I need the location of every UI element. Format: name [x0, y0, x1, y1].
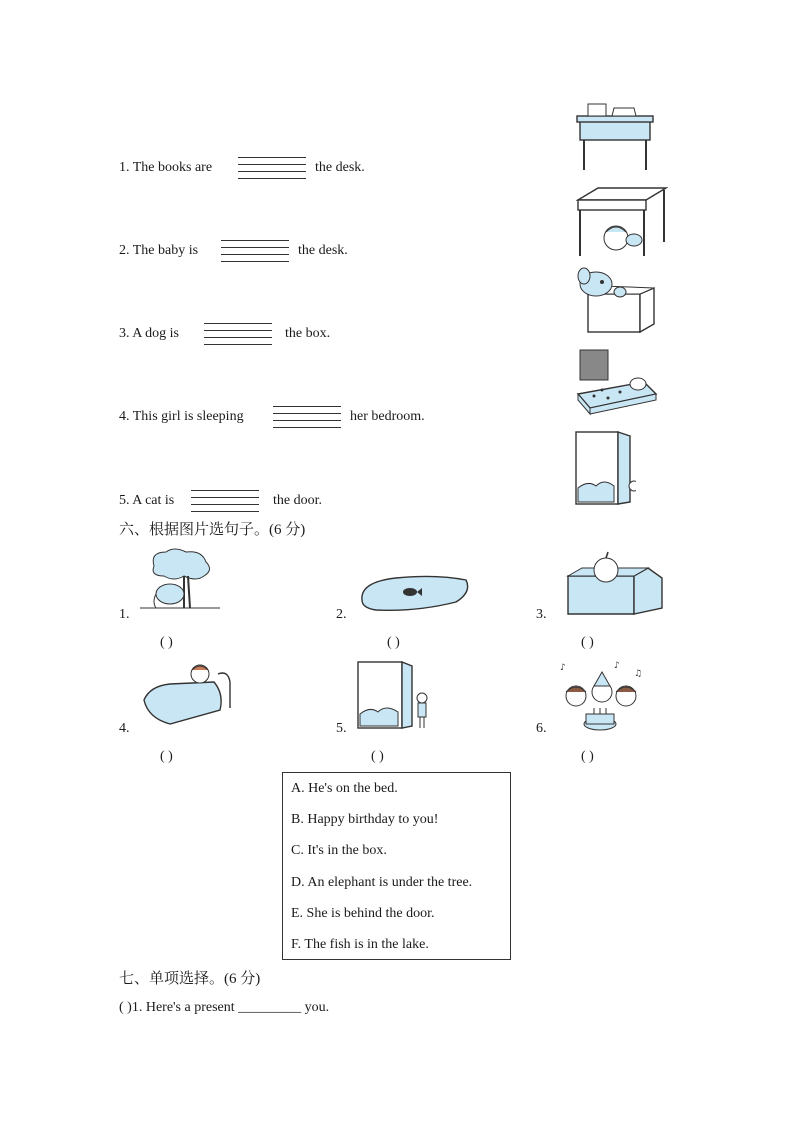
question-text-after: you.	[304, 1000, 330, 1015]
question-text-before: 1. Here's a present	[131, 1000, 235, 1015]
question-number: 3.	[119, 326, 130, 341]
picture-number-4: 4.	[119, 721, 130, 736]
options-box	[282, 772, 511, 960]
picture-number-1: 1.	[119, 607, 130, 622]
answer-lines-4[interactable]	[273, 406, 341, 430]
picture-number-3: 3.	[536, 607, 547, 622]
mc-question-1	[119, 1000, 329, 1016]
answer-paren-3[interactable]: ( )	[581, 635, 594, 650]
answer-lines-3[interactable]	[204, 323, 272, 347]
answer-paren-2[interactable]: ( )	[387, 635, 400, 650]
picture-number-5: 5.	[336, 721, 347, 736]
question-number: 5.	[119, 493, 130, 508]
answer-lines-1[interactable]	[238, 157, 306, 181]
dog-in-box-image	[572, 266, 658, 336]
question-2	[119, 243, 198, 259]
question-number: 4.	[119, 409, 130, 424]
picture-number-6: 6.	[536, 721, 547, 736]
option-a: A. He's on the bed.	[291, 781, 398, 796]
question-text-before: The books are	[132, 160, 213, 175]
section-6-title: 六、根据图片选句子。(6 分)	[119, 522, 306, 538]
question-text-before: This girl is sleeping	[132, 409, 244, 424]
question-5	[119, 493, 174, 509]
option-f: F. The fish is in the lake.	[291, 937, 429, 952]
question-4	[119, 409, 244, 425]
answer-paren-4[interactable]: ( )	[160, 749, 173, 764]
question-text-before: A dog is	[132, 326, 179, 341]
question-number: 2.	[119, 243, 130, 258]
answer-paren-5[interactable]: ( )	[371, 749, 384, 764]
books-on-desk-image	[574, 98, 656, 174]
question-number: 1.	[119, 160, 130, 175]
answer-paren[interactable]: ( )	[119, 1000, 132, 1015]
option-d: D. An elephant is under the tree.	[291, 875, 473, 890]
girl-sleeping-image	[574, 348, 660, 418]
answer-paren-6[interactable]: ( )	[581, 749, 594, 764]
picture-number-2: 2.	[336, 607, 347, 622]
option-c: C. It's in the box.	[291, 843, 387, 858]
question-1	[119, 160, 212, 176]
option-b: B. Happy birthday to you!	[291, 812, 439, 827]
answer-lines-2[interactable]	[221, 240, 289, 264]
question-3	[119, 326, 179, 342]
girl-behind-door-image	[356, 660, 432, 732]
section-7-title: 七、单项选择。(6 分)	[119, 971, 261, 987]
baby-under-desk-image	[576, 186, 668, 260]
option-e: E. She is behind the door.	[291, 906, 435, 921]
answer-blank[interactable]: _________	[238, 1000, 302, 1015]
answer-lines-5[interactable]	[191, 490, 259, 514]
question-text-after: her bedroom.	[350, 409, 425, 424]
cat-behind-door-image	[574, 430, 636, 508]
question-text-before: The baby is	[132, 243, 199, 258]
svg-text:♪: ♪	[560, 663, 566, 673]
apple-in-box-image	[564, 550, 664, 618]
svg-text:♫: ♫	[634, 669, 643, 679]
question-text-after: the door.	[273, 493, 322, 508]
question-text-after: the desk.	[315, 160, 365, 175]
svg-text:♪: ♪	[614, 661, 620, 671]
question-text-before: A cat is	[132, 493, 175, 508]
question-text-after: the desk.	[298, 243, 348, 258]
question-text-after: the box.	[285, 326, 331, 341]
birthday-party-image	[554, 660, 648, 736]
elephant-under-tree-image	[140, 546, 220, 612]
answer-paren-1[interactable]: ( )	[160, 635, 173, 650]
fish-in-lake-image	[356, 570, 474, 614]
boy-on-bed-image	[140, 660, 232, 728]
